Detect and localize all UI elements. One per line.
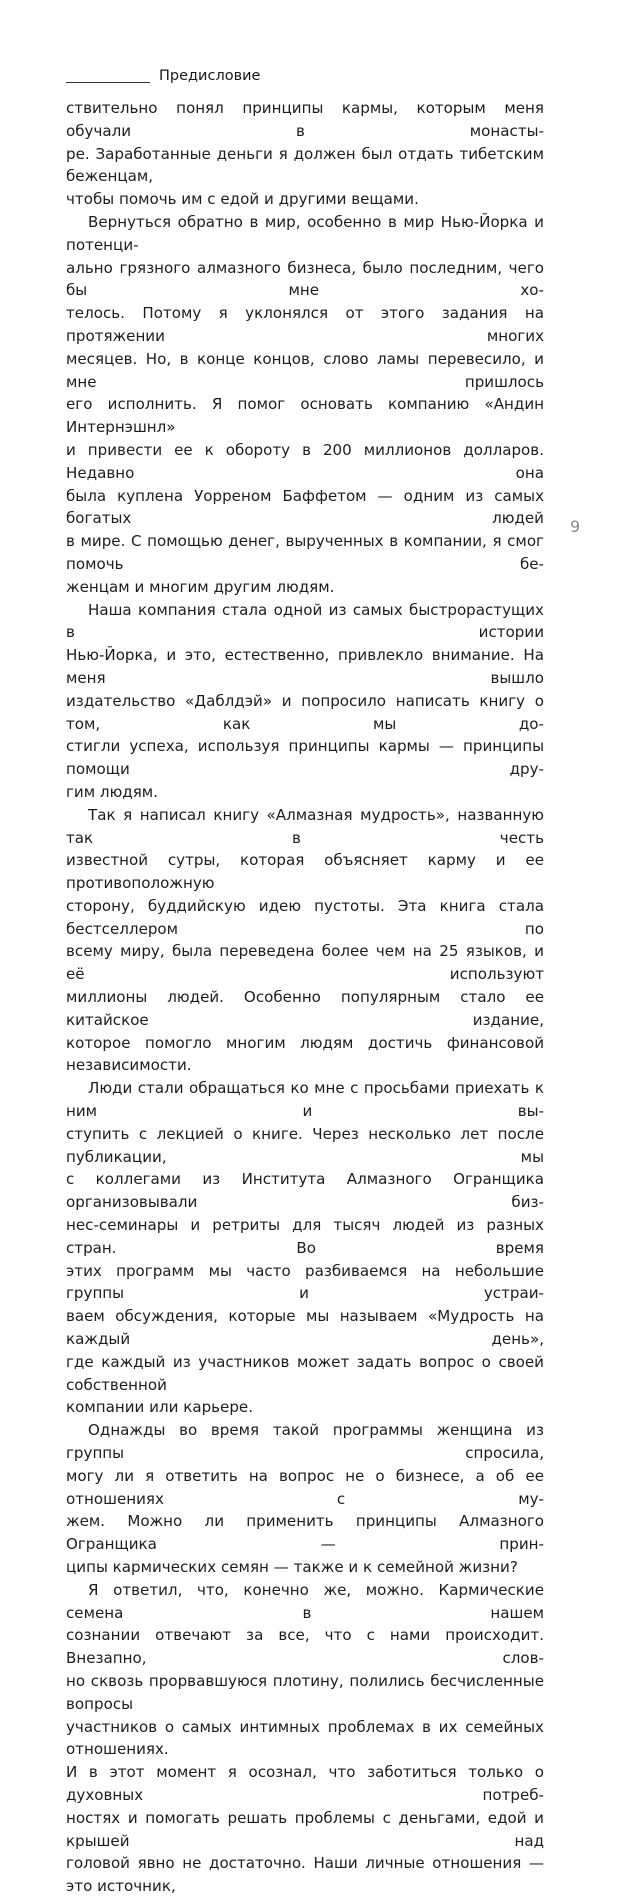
header-rule xyxy=(66,82,150,83)
text-line: ре. Заработанные деньги я должен был отдать тибетским беженцам, xyxy=(66,144,544,186)
text-line: его исполнить. Я помог основать компанию «Андин Интернэшнл» xyxy=(66,395,544,437)
text-line: ально грязного алмазного бизнеса, было последним, чего бы мне хо- xyxy=(66,258,544,300)
text-line: Нью-Йорка, и это, естественно, привлекло внимание. На меня вышло xyxy=(66,646,544,687)
text-line: но сквозь прорвавшуюся плотину, полились бесчисленные вопросы xyxy=(66,1671,544,1713)
text-line: ствительно понял принципы кармы, которым меня обучали в монасты- xyxy=(66,99,544,140)
text-line: чтобы помочь им с едой и другими вещами. xyxy=(66,190,419,209)
text-line: нес-семинары и ретриты для тысяч людей из разных стран. Во время xyxy=(66,1216,544,1257)
text-line: участников о самых интимных проблемах в их семейных отношениях. xyxy=(66,1717,544,1759)
text-line: ципы кармических семян — также и к семейной жизни? xyxy=(66,1558,518,1576)
text-line: издательство «Даблдэй» и попросило написать книгу о том, как мы до- xyxy=(66,691,544,733)
text-line: жем. Можно ли применить принципы Алмазного Огранщика — прин- xyxy=(66,1512,544,1554)
text-line: и привести ее к обороту в 200 миллионов долларов. Недавно она xyxy=(66,440,544,482)
text-line: сторону, буддийскую идею пустоты. Эта книга стала бестселлером по xyxy=(66,896,544,938)
text-line: в мире. С помощью денег, вырученных в компании, я смог помочь бе- xyxy=(66,532,544,573)
text-line: ступить с лекцией о книге. Через несколько лет после публикации, мы xyxy=(66,1124,544,1166)
text-line: компании или карьере. xyxy=(66,1398,253,1417)
running-head xyxy=(66,66,260,86)
text-line: сознании отвечают за все, что с нами происходит. Внезапно, слов- xyxy=(66,1626,544,1668)
text-line: где каждый из участников может задать вопрос о своей собственной xyxy=(66,1352,544,1394)
text-line: была куплена Уорреном Баффетом — одним из самых богатых людей xyxy=(66,486,544,528)
text-line: известной сутры, которая объясняет карму и ее противоположную xyxy=(66,851,544,893)
body-text xyxy=(66,97,544,1898)
text-line: всему миру, была переведена более чем на 25 языков, и её используют xyxy=(66,942,544,984)
text-line: Я ответил, что, конечно же, можно. Кармические семена в нашем xyxy=(66,1580,544,1622)
text-line: ваем обсуждения, которые мы называем «Мудрость на каждый день», xyxy=(66,1307,544,1349)
text-line: этих программ мы часто разбиваемся на небольшие группы и устраи- xyxy=(66,1261,544,1303)
text-line: Люди стали обращаться ко мне с просьбами приехать к ним и вы- xyxy=(66,1079,544,1121)
text-line: головой явно не достаточно. Наши личные отношения — это источник, xyxy=(66,1854,544,1896)
text-line: гим людям. xyxy=(66,782,158,801)
text-line: женцам и многим другим людям. xyxy=(66,577,335,596)
text-line: Наша компания стала одной из самых быстрорастущих в истории xyxy=(66,600,544,642)
text-line: ностях и помогать решать проблемы с деньгами, едой и крышей над xyxy=(66,1808,544,1850)
text-line: с коллегами из Института Алмазного Огранщика организовывали биз- xyxy=(66,1170,544,1212)
text-line: могу ли я ответить на вопрос не о бизнесе, а об ее отношениях с му- xyxy=(66,1466,544,1508)
text-line: И в этот момент я осознал, что заботиться только о духовных потреб- xyxy=(66,1763,544,1804)
text-line: которое помогло многим людям достичь финансовой независимости. xyxy=(66,1033,544,1075)
section-title: Предисловие xyxy=(159,68,261,84)
text-line: Однажды во время такой программы женщина из группы спросила, xyxy=(66,1421,544,1463)
text-line: телось. Потому я уклонялся от этого задания на протяжении многих xyxy=(66,304,544,345)
text-line: миллионы людей. Особенно популярным стало ее китайское издание, xyxy=(66,988,544,1029)
text-line: стигли успеха, используя принципы кармы — принципы помощи дру- xyxy=(66,737,544,779)
text-line: Вернуться обратно в мир, особенно в мир Нью-Йорка и потенци- xyxy=(66,212,544,254)
text-line: месяцев. Но, в конце концов, слово ламы перевесило, и мне пришлось xyxy=(66,349,544,391)
text-line: Так я написал книгу «Алмазная мудрость», названную так в честь xyxy=(66,805,544,847)
page-number: 9 xyxy=(570,517,581,536)
